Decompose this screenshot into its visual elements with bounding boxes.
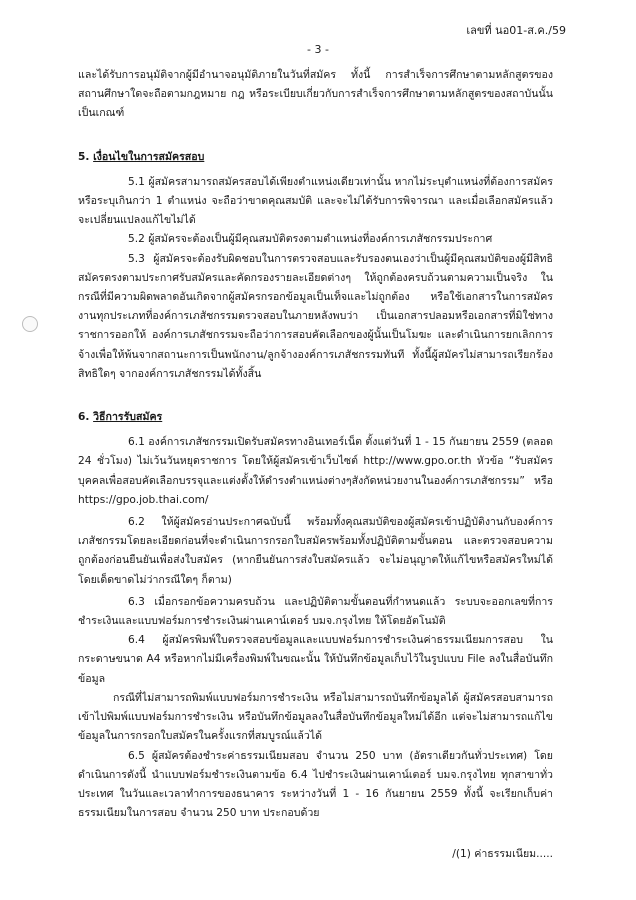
continuation-note: /(1) ค่าธรรมเนียม..... bbox=[452, 848, 553, 861]
section-5-item-2: 5.2 ผู้สมัครจะต้องเป็นผู้มีคุณสมบัติตรงตามตำแหน่งที่องค์การเภสัชกรรมประกาศ bbox=[128, 233, 493, 246]
section-5-item-3: 5.3 ผู้สมัครจะต้องรับผิดชอบในการตรวจสอบและรับรองตนเองว่าเป็นผู้มีคุณสมบัติของผู้มีสิทธิสมัครตรงตามประกาศรับสมัครและคัดกรองรายละเอียดต่างๆ ให้ถูกต้องครบถ้วนตามความเป็นจริง ในกรณีที่มีความผิดพลาดอันเกิดจากผู้สมัครกรอกข้อมูลเป็นเท็จและไม่ถูกต้อง หรือใช้เอกสารในการสมัครงานทุกประเภทที่องค์การเภสัชกรรมตรวจสอบในภายหลังพบว่า เป็นเอกสารปลอมหรือเอกสารที่มิใช่ทางราชการออกให้ องค์การเภสัชกรรมจะถือว่าการสอบคัดเลือกของผู้นั้นเป็นโมฆะ และดำเนินการยกเลิกการจ้างเพื่อให้พ้นจากสถานะการเป็นพนักงาน/ลูกจ้างองค์การเภสัชกรรมทันที ทั้งนี้ผู้สมัครไม่สามารถเรียกร้องสิทธิใดๆ จากองค์การเภสัชกรรมได้ทั้งสิ้น bbox=[78, 252, 553, 380]
page-number: - 3 - bbox=[307, 43, 329, 56]
section-6-item-5: 6.5 ผู้สมัครต้องชำระค่าธรรมเนียมสอบ จำนวน 250 บาท (อัตราเดียวกันทั่วประเทศ) โดยดำเนินการดังนี้ นำแบบฟอร์มชำระเงินตามข้อ 6.4 ไปชำระเงินผ่านเคาน์เตอร์ บมจ.กรุงไทย ทุกสาขาทั่วประเทศ ในวันและเวลาทำการของธนาคาร ระหว่างวันที่ 1 - 16 กันยายน 2559 ทั้งนี้ จะเรียกเก็บค่าธรรมเนียมในการสอบ จำนวน 250 บาท ประกอบด้วย bbox=[78, 749, 553, 820]
punch-hole-mark bbox=[22, 316, 38, 332]
document-number: เลขที่ นอ01-ส.ค./59 bbox=[466, 24, 566, 37]
section-6-heading bbox=[78, 408, 553, 427]
section-6-item-3: 6.3 เมื่อกรอกข้อความครบถ้วน และปฏิบัติตามขั้นตอนที่กำหนดแล้ว ระบบจะออกเลขที่การชำระเงินและแบบฟอร์มการชำระเงินผ่านเคาน์เตอร์ บมจ.กรุงไทย ให้โดยอัตโนมัติ bbox=[78, 595, 553, 628]
intro-paragraph: และได้รับการอนุมัติจากผู้มีอำนาจอนุมัติภายในวันที่สมัคร ทั้งนี้ การสำเร็จการศึกษาตามหลักสูตรของสถานศึกษาใดจะถือตามกฎหมาย กฎ หรือระเบียบเกี่ยวกับการสำเร็จการศึกษาตามหลักสูตรของสถาบันนั้นเป็นเกณฑ์ bbox=[78, 69, 553, 120]
section-5-number: 5. bbox=[78, 150, 90, 163]
section-6-item-4-continued: กรณีที่ไม่สามารถพิมพ์แบบฟอร์มการชำระเงิน หรือไม่สามารถบันทึกข้อมูลได้ ผู้สมัครสอบสามารถเข้าไปพิมพ์แบบฟอร์มการชำระเงิน หรือบันทึกข้อมูลลงในสื่อบันทึกข้อมูลใหม่ได้อีก แต่จะไม่สามารถแก้ไขข้อมูลในการกรอกใบสมัครในครั้งแรกที่สมบูรณ์แล้วได้ bbox=[78, 691, 553, 743]
section-5-title: เงื่อนไขในการสมัครสอบ bbox=[93, 150, 205, 163]
document-body bbox=[78, 66, 553, 865]
section-6-item-2: 6.2 ให้ผู้สมัครอ่านประกาศฉบับนี้ พร้อมทั้งคุณสมบัติของผู้สมัครเข้าปฏิบัติงานกับองค์การเภสัชกรรมโดยละเอียดก่อนที่จะดำเนินการกรอกใบสมัครพร้อมทั้งปฏิบัติตามขั้นตอน และตรวจสอบความถูกต้องก่อนยืนยันเพื่อส่งใบสมัคร (หากยืนยันการส่งใบสมัครแล้ว จะไม่อนุญาตให้แก้ไขหรือสมัครใหม่ได้โดยเด็ดขาดไม่ว่ากรณีใดๆ ก็ตาม) bbox=[78, 516, 553, 586]
section-6-number: 6. bbox=[78, 411, 90, 424]
section-6-item-4: 6.4 ผู้สมัครพิมพ์ใบตรวจสอบข้อมูลและแบบฟอร์มการชำระเงินค่าธรรมเนียมการสอบ ในกระดาษขนาด A4 หรือหากไม่มีเครื่องพิมพ์ในขณะนั้น ให้บันทึกข้อมูลเก็บไว้ในรูปแบบ File ลงในสื่อบันทึกข้อมูล bbox=[78, 634, 553, 685]
section-5-item-1: 5.1 ผู้สมัครสามารถสมัครสอบได้เพียงตำแหน่งเดียวเท่านั้น หากไม่ระบุตำแหน่งที่ต้องการสมัครหรือระบุเกินกว่า 1 ตำแหน่ง จะถือว่าขาดคุณสมบัติ และจะไม่ได้รับการพิจารณา และเมื่อเลือกสมัครแล้วจะเปลี่ยนแปลงแก้ไขไม่ได้ bbox=[78, 175, 553, 227]
section-6-title: วิธีการรับสมัคร bbox=[93, 411, 163, 424]
section-5-heading bbox=[78, 148, 553, 167]
section-6-item-1: 6.1 องค์การเภสัชกรรมเปิดรับสมัครทางอินเทอร์เน็ต ตั้งแต่วันที่ 1 - 15 กันยายน 2559 (ตลอด 24 ชั่วโมง) ไม่เว้นวันหยุดราชการ โดยให้ผู้สมัครเข้าเว็บไซต์ http://www.gpo.or.th หัวข้อ “รับสมัครบุคคลเพื่อสอบคัดเลือกบรรจุและแต่งตั้งให้ดำรงตำแหน่งต่างๆสังกัดหน่วยงานในองค์การเภสัชกรรม” หรือ https://gpo.job.thai.com/ bbox=[78, 436, 553, 506]
